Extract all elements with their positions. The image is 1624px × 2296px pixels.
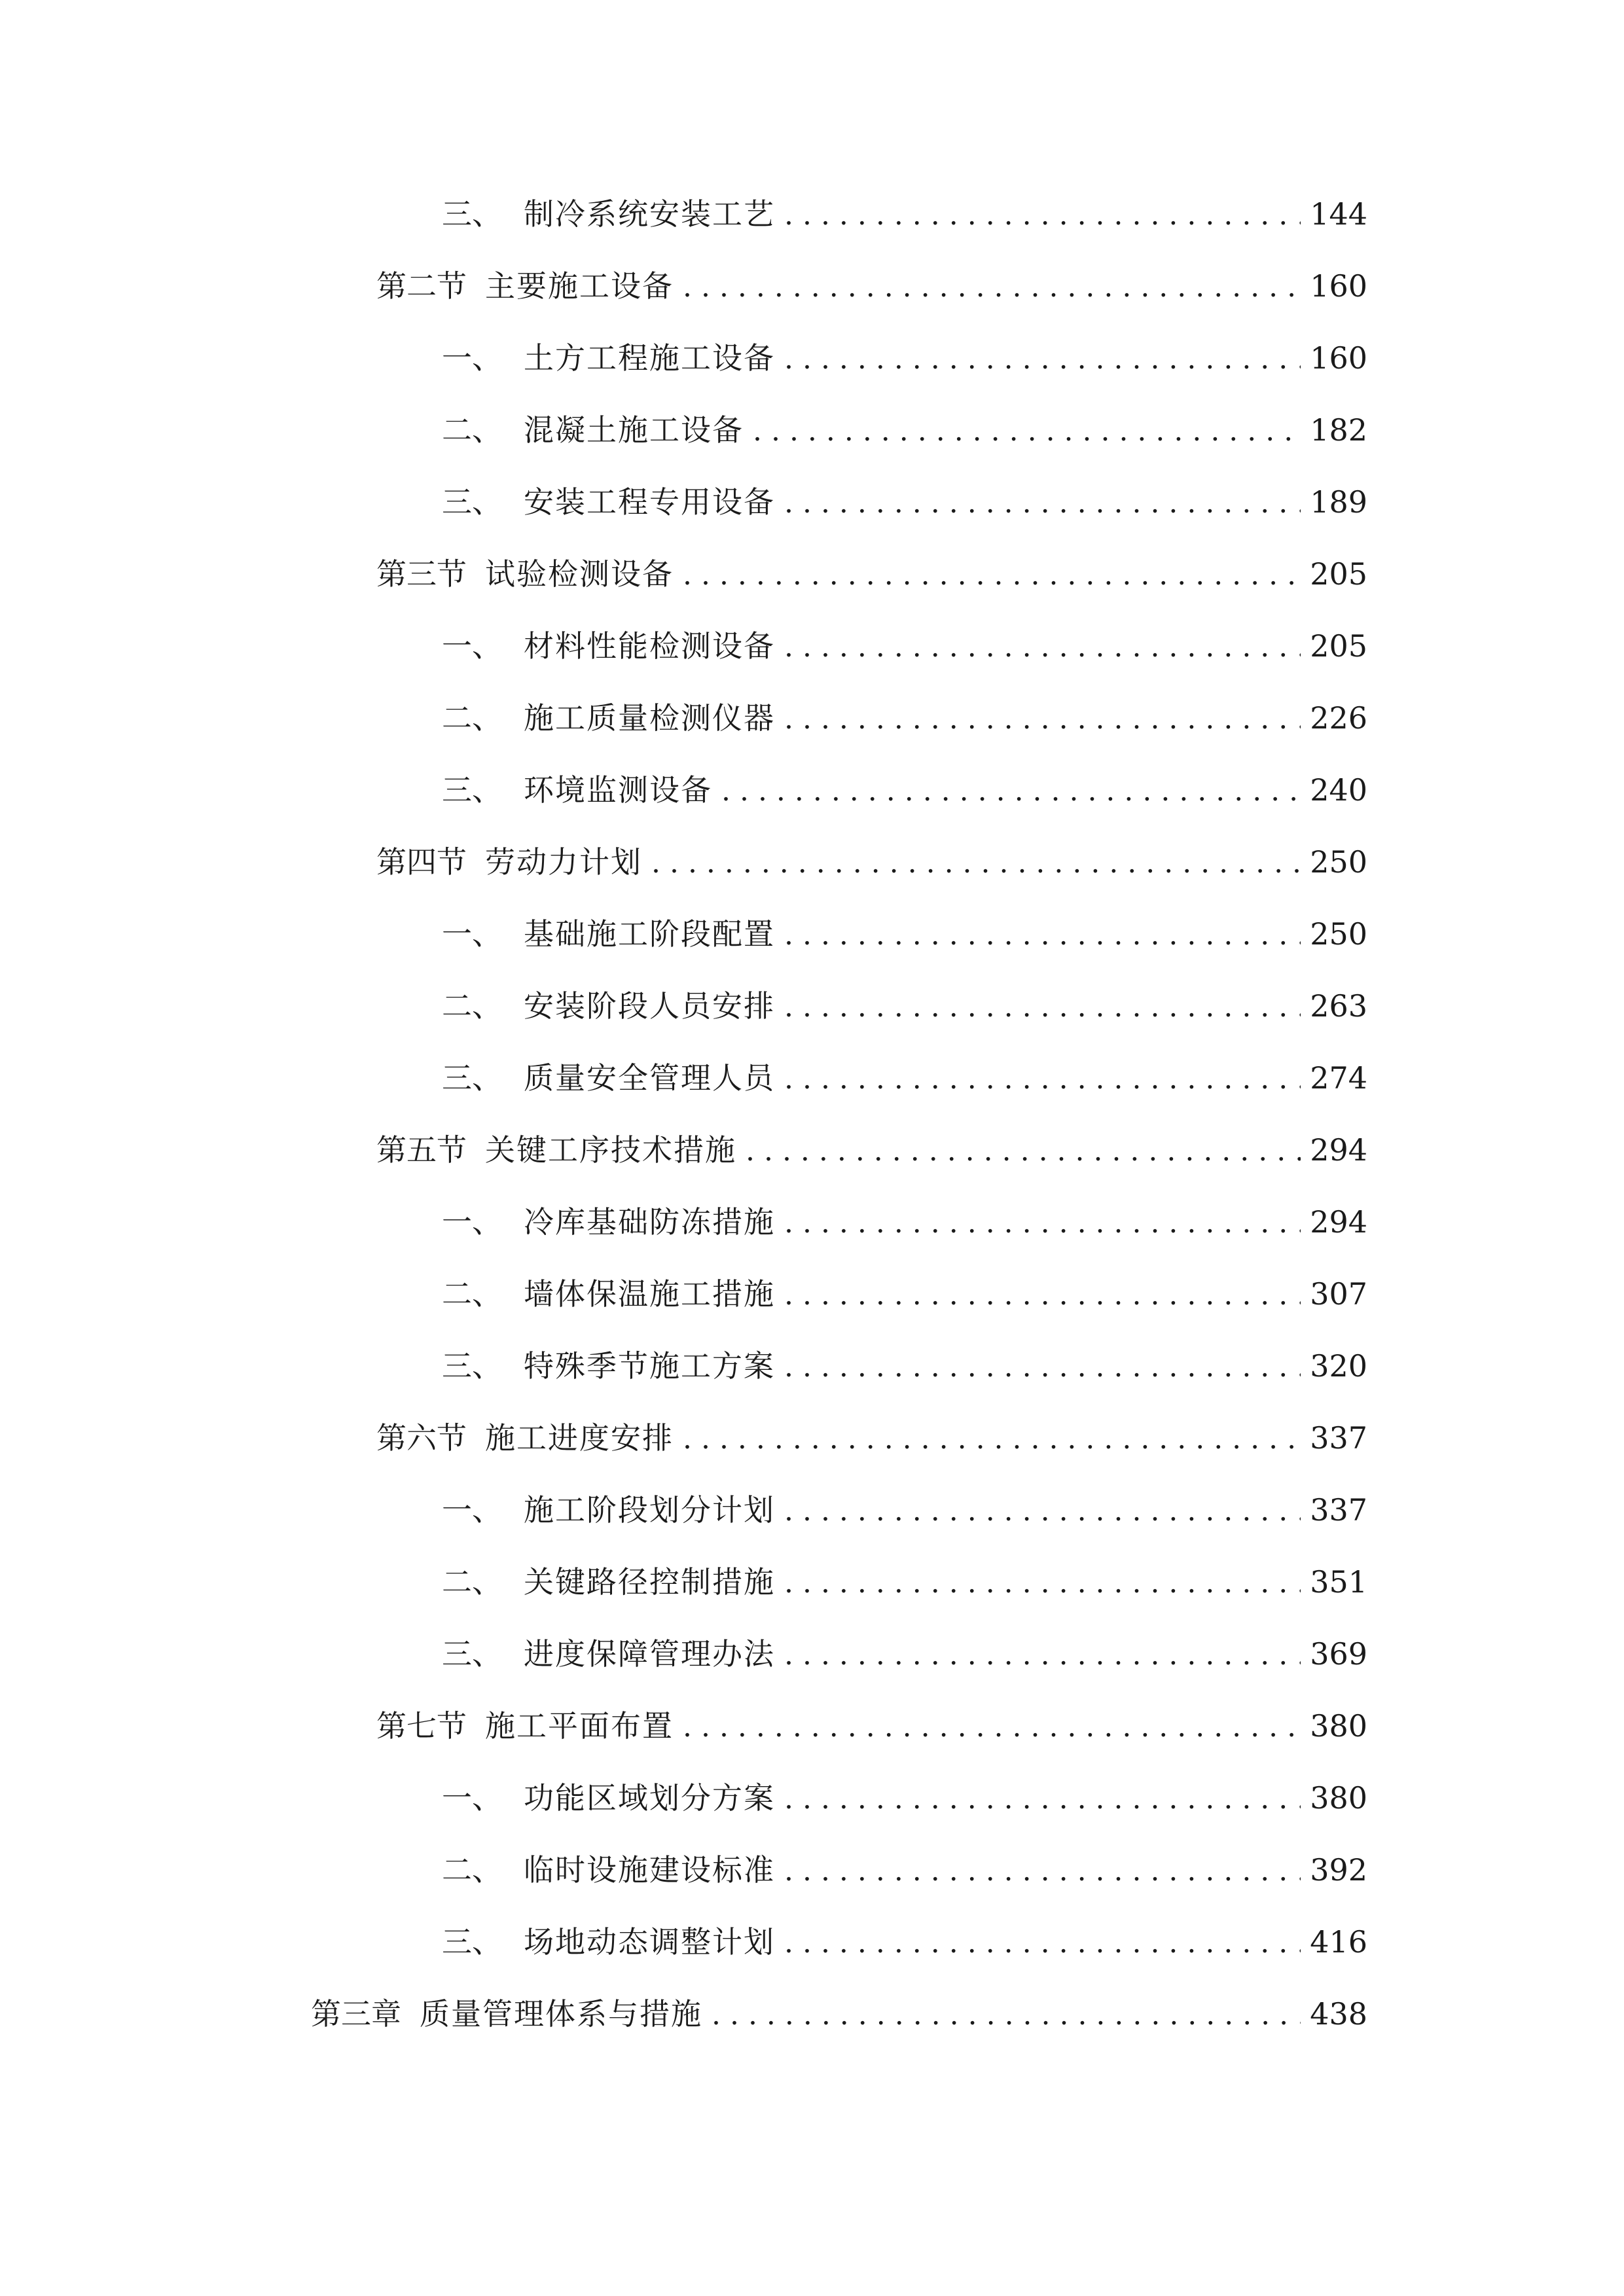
- toc-entry[interactable]: [442, 1186, 1367, 1258]
- toc-entry-title: 冷库基础防冻措施: [524, 1204, 775, 1240]
- toc-entry-page: 205: [1310, 556, 1367, 592]
- toc-dot-leader: [784, 179, 1301, 251]
- toc-entry[interactable]: [442, 898, 1367, 970]
- toc-entry-number: 三、: [442, 1636, 502, 1672]
- toc-dot-leader: [712, 1979, 1301, 2051]
- toc-entry-number: 第五节: [376, 1132, 467, 1168]
- toc-entry-title: 施工进度安排: [485, 1420, 674, 1456]
- toc-entry-title: 环境监测设备: [524, 772, 712, 808]
- toc-entry-title: 质量安全管理人员: [524, 1060, 775, 1096]
- toc-dot-leader: [784, 1043, 1301, 1115]
- toc-entry-title: 材料性能检测设备: [524, 628, 775, 664]
- toc-dot-leader: [784, 1187, 1301, 1259]
- toc-entry[interactable]: [376, 250, 1367, 322]
- toc-entry-number: 三、: [442, 196, 502, 232]
- toc-entry-title: 主要施工设备: [485, 268, 674, 304]
- toc-entry-page: 250: [1310, 916, 1367, 952]
- toc-entry-number: 二、: [442, 988, 502, 1024]
- toc-entry-page: 337: [1310, 1420, 1367, 1456]
- toc-entry-number: 二、: [442, 700, 502, 736]
- toc-entry-page: 438: [1310, 1996, 1367, 2032]
- toc-entry-number: 三、: [442, 1060, 502, 1096]
- toc-entry[interactable]: [376, 826, 1367, 898]
- toc-entry-title: 场地动态调整计划: [524, 1924, 775, 1960]
- toc-entry-title: 劳动力计划: [485, 844, 642, 880]
- toc-entry-title: 安装阶段人员安排: [524, 988, 775, 1024]
- toc-entry[interactable]: [442, 1546, 1367, 1618]
- toc-entry[interactable]: [311, 1978, 1367, 2050]
- toc-entry-title: 施工平面布置: [485, 1708, 674, 1744]
- toc-entry-page: 392: [1310, 1852, 1367, 1888]
- toc-entry[interactable]: [376, 1114, 1367, 1186]
- toc-dot-leader: [651, 827, 1301, 899]
- toc-entry-number: 三、: [442, 484, 502, 520]
- toc-entry-number: 二、: [442, 412, 502, 448]
- toc-entry-page: 263: [1310, 988, 1367, 1024]
- toc-entry-page: 205: [1310, 628, 1367, 664]
- toc-entry-number: 一、: [442, 916, 502, 952]
- toc-entry-page: 160: [1310, 340, 1367, 376]
- toc-dot-leader: [746, 1115, 1301, 1187]
- toc-entry-number: 三、: [442, 772, 502, 808]
- toc-entry-number: 第七节: [376, 1708, 467, 1744]
- toc-entry-number: 第三章: [311, 1996, 401, 2032]
- toc-entry-title: 混凝土施工设备: [524, 412, 744, 448]
- toc-entry-title: 关键工序技术措施: [485, 1132, 736, 1168]
- toc-entry-number: 二、: [442, 1852, 502, 1888]
- toc-dot-leader: [683, 1403, 1301, 1475]
- toc-dot-leader: [784, 611, 1301, 683]
- toc-entry-title: 进度保障管理办法: [524, 1636, 775, 1672]
- toc-dot-leader: [784, 971, 1301, 1043]
- toc-entry-page: 369: [1310, 1636, 1367, 1672]
- toc-entry-page: 226: [1310, 700, 1367, 736]
- toc-dot-leader: [683, 539, 1301, 611]
- toc-entry[interactable]: [442, 1906, 1367, 1978]
- toc-entry-title: 临时设施建设标准: [524, 1852, 775, 1888]
- toc-entry-number: 一、: [442, 340, 502, 376]
- toc-entry-page: 307: [1310, 1276, 1367, 1312]
- toc-entry-title: 制冷系统安装工艺: [524, 196, 775, 232]
- toc-entry-title: 特殊季节施工方案: [524, 1348, 775, 1384]
- toc-entry-page: 380: [1310, 1708, 1367, 1744]
- toc-dot-leader: [784, 1907, 1301, 1979]
- toc-entry-title: 施工质量检测仪器: [524, 700, 775, 736]
- toc-entry[interactable]: [376, 1402, 1367, 1474]
- toc-entry-title: 土方工程施工设备: [524, 340, 775, 376]
- toc-entry[interactable]: [376, 1690, 1367, 1762]
- toc-entry[interactable]: [376, 538, 1367, 610]
- toc-dot-leader: [683, 251, 1301, 323]
- toc-entry-number: 第六节: [376, 1420, 467, 1456]
- toc-entry-title: 基础施工阶段配置: [524, 916, 775, 952]
- toc-entry-page: 294: [1310, 1132, 1367, 1168]
- toc-entry-number: 二、: [442, 1564, 502, 1600]
- toc-dot-leader: [784, 899, 1301, 971]
- toc-dot-leader: [784, 1259, 1301, 1331]
- toc-entry-page: 250: [1310, 844, 1367, 880]
- toc-entry-number: 一、: [442, 1204, 502, 1240]
- toc-entry-title: 墙体保温施工措施: [524, 1276, 775, 1312]
- toc-dot-leader: [784, 323, 1301, 395]
- toc-entry[interactable]: [442, 610, 1367, 682]
- toc-entry-page: 182: [1310, 412, 1367, 448]
- toc-dot-leader: [784, 1619, 1301, 1691]
- toc-entry-page: 320: [1310, 1348, 1367, 1384]
- toc-entry[interactable]: [442, 682, 1367, 754]
- toc-entry[interactable]: [442, 466, 1367, 538]
- toc-dot-leader: [784, 1331, 1301, 1403]
- toc-dot-leader: [784, 1475, 1301, 1547]
- toc-dot-leader: [753, 395, 1301, 467]
- toc-entry-title: 质量管理体系与措施: [420, 1996, 702, 2032]
- toc-entry-page: 189: [1310, 484, 1367, 520]
- toc-dot-leader: [784, 1763, 1301, 1835]
- toc-entry[interactable]: [442, 1474, 1367, 1546]
- toc-entry-title: 安装工程专用设备: [524, 484, 775, 520]
- toc-entry-number: 三、: [442, 1924, 502, 1960]
- toc-entry-number: 第三节: [376, 556, 467, 592]
- toc-dot-leader: [721, 755, 1301, 827]
- toc-entry[interactable]: [442, 322, 1367, 394]
- toc-entry-page: 416: [1310, 1924, 1367, 1960]
- toc-entry-number: 一、: [442, 1780, 502, 1816]
- toc-entry-page: 240: [1310, 772, 1367, 808]
- toc-entry-number: 第四节: [376, 844, 467, 880]
- toc-entry-title: 试验检测设备: [485, 556, 674, 592]
- toc-entry-number: 第二节: [376, 268, 467, 304]
- toc-entry[interactable]: [442, 970, 1367, 1042]
- toc-entry[interactable]: [442, 1618, 1367, 1690]
- toc-entry[interactable]: [442, 1042, 1367, 1114]
- toc-entry-number: 二、: [442, 1276, 502, 1312]
- toc-entry-number: 一、: [442, 1492, 502, 1528]
- toc-entry-page: 337: [1310, 1492, 1367, 1528]
- toc-dot-leader: [683, 1691, 1301, 1763]
- toc-entry-page: 160: [1310, 268, 1367, 304]
- toc-dot-leader: [784, 467, 1301, 539]
- toc-entry-page: 351: [1310, 1564, 1367, 1600]
- toc-entry-page: 380: [1310, 1780, 1367, 1816]
- toc-entry[interactable]: [442, 754, 1367, 826]
- toc-entry-number: 三、: [442, 1348, 502, 1384]
- toc-dot-leader: [784, 1835, 1301, 1907]
- toc-entry-title: 功能区域划分方案: [524, 1780, 775, 1816]
- toc-dot-leader: [784, 683, 1301, 755]
- toc-entry-title: 关键路径控制措施: [524, 1564, 775, 1600]
- toc-entry-page: 274: [1310, 1060, 1367, 1096]
- toc-entry[interactable]: [442, 1834, 1367, 1906]
- toc-entry[interactable]: [442, 178, 1367, 250]
- toc-entry-title: 施工阶段划分计划: [524, 1492, 775, 1528]
- toc-entry[interactable]: [442, 1330, 1367, 1402]
- toc-entry[interactable]: [442, 394, 1367, 466]
- toc-dot-leader: [784, 1547, 1301, 1619]
- toc-entry[interactable]: [442, 1762, 1367, 1834]
- toc-entry-page: 144: [1310, 196, 1367, 232]
- toc-entry[interactable]: [442, 1258, 1367, 1330]
- toc-entry-page: 294: [1310, 1204, 1367, 1240]
- toc-entry-number: 一、: [442, 628, 502, 664]
